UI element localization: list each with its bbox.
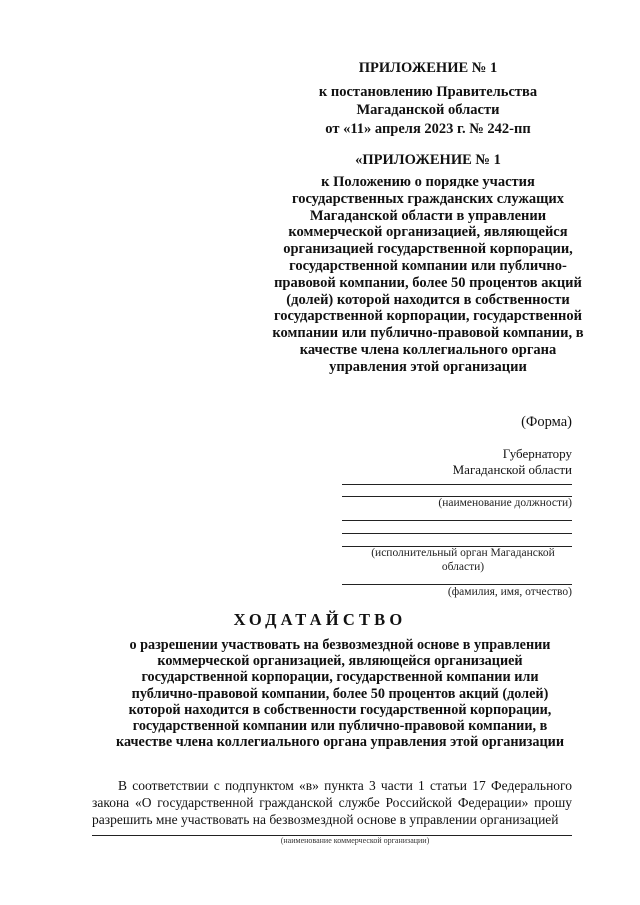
caption-executive-body: (исполнительный орган Магаданской области) (371, 547, 555, 573)
annex-text: к Положению о порядке участия государственных гражданских служащих Магаданской области в управлении коммерческой организацией, являющейся организацией государственной корпорации, государственной компании или публично-правовой компании, более 50 процентов акций (долей) которой находится в собственности государственной корпорации, государственной компании или публично-правовой компании, в качестве члена коллегиального органа управления этой организации (272, 174, 584, 375)
caption-organization: (наименование коммерческой организации) (280, 836, 430, 845)
form-label: (Форма) (521, 414, 572, 430)
caption-full-name: (фамилия, имя, отчество) (447, 586, 572, 598)
blank-line (342, 584, 572, 585)
annex-title: «ПРИЛОЖЕНИЕ № 1 (355, 152, 501, 168)
addressee-line2: Магаданской области (452, 461, 572, 477)
blank-line (342, 533, 572, 534)
addressee (400, 446, 572, 477)
addressee-line1: Губернатору (502, 446, 572, 461)
appendix-reference-line1: к постановлению Правительства (318, 84, 538, 100)
blank-line (342, 484, 572, 485)
petition-title: ХОДАТАЙСТВО (233, 610, 407, 629)
appendix-title: ПРИЛОЖЕНИЕ № 1 (358, 60, 498, 76)
petition-subject: о разрешении участвовать на безвозмездной основе в управлении коммерческой организацией, являющейся организацией государственной корпорации, государственной компании или публично-правовой компании, более 50 процентов акций (долей) которой находится в собственности государственной корпорации, государственной компании или публично-правовой компании, в качестве члена коллегиального органа управления этой организации (115, 637, 564, 751)
body-text: В соответствии с подпунктом «в» пункта 3 части 1 статьи 17 Федерального закона «О государственной гражданской службе Российской Федерации» прошу разрешить мне участвовать на безвозмездной основе в управлении организацией (92, 778, 572, 827)
appendix-reference-line2: Магаданской области (356, 101, 500, 118)
caption-position: (наименование должности) (438, 497, 572, 509)
appendix-reference (268, 84, 588, 119)
blank-line (342, 520, 572, 521)
appendix-date: от «11» апреля 2023 г. № 242-пп (325, 121, 531, 137)
